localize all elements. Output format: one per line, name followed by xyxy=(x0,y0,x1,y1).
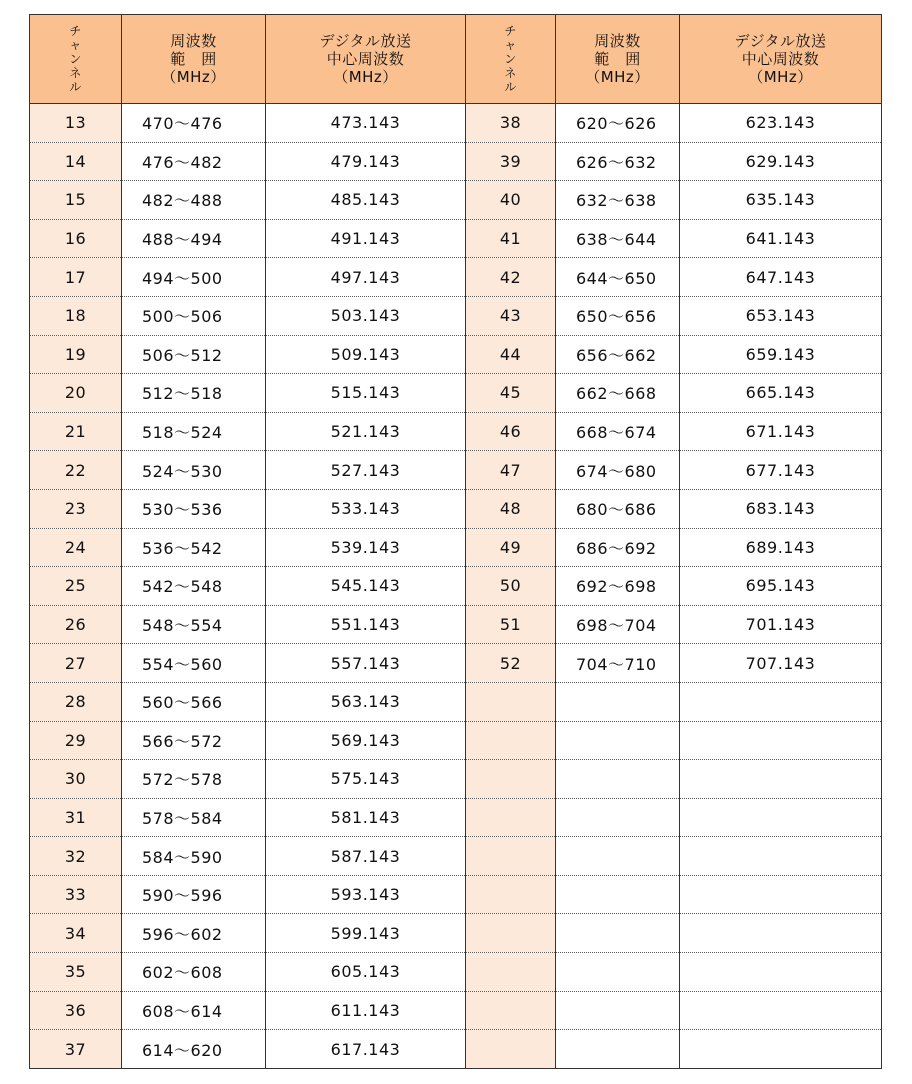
table-row xyxy=(30,875,882,914)
channel-cell-right: 43 xyxy=(466,296,556,335)
channel-cell-left: 16 xyxy=(30,219,122,258)
range-cell-right: 620〜626 xyxy=(556,104,680,143)
center-cell-left: 509.143 xyxy=(266,335,466,374)
range-cell-left: 500〜506 xyxy=(122,296,266,335)
channel-cell-right xyxy=(466,682,556,721)
center-cell-right xyxy=(680,1030,882,1069)
range-cell-right xyxy=(556,875,680,914)
range-cell-right xyxy=(556,837,680,876)
channel-cell-left: 31 xyxy=(30,798,122,837)
range-cell-left: 614〜620 xyxy=(122,1030,266,1069)
center-cell-right: 629.143 xyxy=(680,142,882,181)
range-header-left xyxy=(122,15,266,104)
range-cell-right: 626〜632 xyxy=(556,142,680,181)
channel-cell-left: 13 xyxy=(30,104,122,143)
table-body xyxy=(30,104,882,1069)
table-row xyxy=(30,721,882,760)
table-row xyxy=(30,104,882,143)
table-row xyxy=(30,914,882,953)
range-header-line: （MHz） xyxy=(161,68,226,86)
channel-cell-right xyxy=(466,721,556,760)
table-row xyxy=(30,451,882,490)
range-cell-right: 692〜698 xyxy=(556,567,680,606)
center-header-line: 中心周波数 xyxy=(741,50,820,68)
channel-cell-right: 47 xyxy=(466,451,556,490)
range-cell-left: 470〜476 xyxy=(122,104,266,143)
channel-cell-left: 18 xyxy=(30,296,122,335)
center-cell-right: 677.143 xyxy=(680,451,882,490)
center-cell-left: 587.143 xyxy=(266,837,466,876)
channel-cell-right: 50 xyxy=(466,567,556,606)
channel-cell-left: 33 xyxy=(30,875,122,914)
table-header xyxy=(30,15,882,104)
header-row xyxy=(30,15,882,104)
center-cell-left: 485.143 xyxy=(266,181,466,220)
range-cell-right: 632〜638 xyxy=(556,181,680,220)
table-row xyxy=(30,953,882,992)
channel-cell-right xyxy=(466,837,556,876)
range-cell-left: 476〜482 xyxy=(122,142,266,181)
center-cell-right xyxy=(680,991,882,1030)
table-row xyxy=(30,181,882,220)
range-header-line: 周波数 xyxy=(170,32,217,50)
range-cell-left: 584〜590 xyxy=(122,837,266,876)
table-row xyxy=(30,412,882,451)
center-cell-left: 605.143 xyxy=(266,953,466,992)
center-cell-left: 527.143 xyxy=(266,451,466,490)
channel-cell-left: 25 xyxy=(30,567,122,606)
center-cell-right: 689.143 xyxy=(680,528,882,567)
channel-cell-left: 36 xyxy=(30,991,122,1030)
channel-cell-left: 17 xyxy=(30,258,122,297)
channel-header-char: ル xyxy=(504,80,517,94)
table-row xyxy=(30,335,882,374)
range-cell-right: 656〜662 xyxy=(556,335,680,374)
range-cell-left: 512〜518 xyxy=(122,374,266,413)
range-cell-right xyxy=(556,760,680,799)
channel-cell-left: 15 xyxy=(30,181,122,220)
channel-cell-right: 48 xyxy=(466,489,556,528)
table-row xyxy=(30,296,882,335)
center-cell-right xyxy=(680,914,882,953)
channel-header-right xyxy=(466,15,556,104)
range-cell-right: 674〜680 xyxy=(556,451,680,490)
center-cell-right: 695.143 xyxy=(680,567,882,606)
channel-cell-right: 42 xyxy=(466,258,556,297)
center-cell-right xyxy=(680,953,882,992)
table-row xyxy=(30,837,882,876)
channel-cell-left: 34 xyxy=(30,914,122,953)
channel-cell-right xyxy=(466,760,556,799)
range-cell-left: 578〜584 xyxy=(122,798,266,837)
range-cell-right: 704〜710 xyxy=(556,644,680,683)
center-cell-left: 503.143 xyxy=(266,296,466,335)
range-cell-left: 560〜566 xyxy=(122,682,266,721)
center-cell-right xyxy=(680,682,882,721)
channel-cell-right: 44 xyxy=(466,335,556,374)
channel-cell-left: 35 xyxy=(30,953,122,992)
center-cell-left: 581.143 xyxy=(266,798,466,837)
center-header-line: （MHz） xyxy=(748,68,813,86)
channel-cell-left: 26 xyxy=(30,605,122,644)
range-cell-right: 668〜674 xyxy=(556,412,680,451)
channel-header-char: ネ xyxy=(504,66,517,80)
range-cell-right xyxy=(556,914,680,953)
channel-cell-left: 29 xyxy=(30,721,122,760)
channel-header-left xyxy=(30,15,122,104)
channel-cell-right xyxy=(466,914,556,953)
center-cell-right: 659.143 xyxy=(680,335,882,374)
channel-cell-left: 24 xyxy=(30,528,122,567)
channel-cell-left: 30 xyxy=(30,760,122,799)
center-header-right xyxy=(680,15,882,104)
channel-cell-right: 40 xyxy=(466,181,556,220)
center-header-line: デジタル放送 xyxy=(734,32,827,50)
center-cell-right xyxy=(680,798,882,837)
range-cell-right: 644〜650 xyxy=(556,258,680,297)
channel-cell-right: 46 xyxy=(466,412,556,451)
channel-cell-left: 32 xyxy=(30,837,122,876)
center-cell-left: 491.143 xyxy=(266,219,466,258)
range-cell-right: 662〜668 xyxy=(556,374,680,413)
center-cell-left: 497.143 xyxy=(266,258,466,297)
channel-cell-left: 27 xyxy=(30,644,122,683)
channel-cell-right: 49 xyxy=(466,528,556,567)
channel-header-char: チ xyxy=(504,24,517,38)
center-cell-right: 623.143 xyxy=(680,104,882,143)
range-cell-left: 566〜572 xyxy=(122,721,266,760)
center-cell-left: 557.143 xyxy=(266,644,466,683)
range-cell-left: 602〜608 xyxy=(122,953,266,992)
table-row xyxy=(30,489,882,528)
table-row xyxy=(30,605,882,644)
range-cell-left: 518〜524 xyxy=(122,412,266,451)
center-cell-left: 593.143 xyxy=(266,875,466,914)
table-row xyxy=(30,644,882,683)
channel-cell-right: 41 xyxy=(466,219,556,258)
range-cell-right: 650〜656 xyxy=(556,296,680,335)
channel-cell-left: 21 xyxy=(30,412,122,451)
center-cell-right xyxy=(680,721,882,760)
range-cell-right: 698〜704 xyxy=(556,605,680,644)
channel-header-char: チ xyxy=(69,24,82,38)
table-row xyxy=(30,798,882,837)
center-cell-left: 473.143 xyxy=(266,104,466,143)
channel-cell-left: 20 xyxy=(30,374,122,413)
range-cell-right xyxy=(556,1030,680,1069)
center-header-left xyxy=(266,15,466,104)
range-cell-left: 548〜554 xyxy=(122,605,266,644)
table-row xyxy=(30,1030,882,1069)
channel-cell-right: 52 xyxy=(466,644,556,683)
center-cell-right: 641.143 xyxy=(680,219,882,258)
range-cell-right xyxy=(556,798,680,837)
channel-cell-left: 22 xyxy=(30,451,122,490)
table-row xyxy=(30,258,882,297)
center-cell-left: 569.143 xyxy=(266,721,466,760)
center-cell-right xyxy=(680,760,882,799)
range-cell-left: 530〜536 xyxy=(122,489,266,528)
table-row xyxy=(30,760,882,799)
range-cell-right xyxy=(556,721,680,760)
range-cell-right xyxy=(556,682,680,721)
frequency-table xyxy=(29,14,882,1069)
table-row xyxy=(30,374,882,413)
channel-header-char: ン xyxy=(69,52,82,66)
center-cell-right: 671.143 xyxy=(680,412,882,451)
range-header-line: （MHz） xyxy=(585,68,650,86)
range-header-right xyxy=(556,15,680,104)
center-cell-right: 647.143 xyxy=(680,258,882,297)
table-row xyxy=(30,567,882,606)
range-cell-left: 488〜494 xyxy=(122,219,266,258)
channel-cell-left: 14 xyxy=(30,142,122,181)
center-cell-right xyxy=(680,875,882,914)
channel-cell-right xyxy=(466,1030,556,1069)
channel-header-char: ャ xyxy=(504,38,517,52)
center-cell-left: 515.143 xyxy=(266,374,466,413)
channel-cell-left: 37 xyxy=(30,1030,122,1069)
range-cell-left: 494〜500 xyxy=(122,258,266,297)
range-cell-left: 608〜614 xyxy=(122,991,266,1030)
channel-cell-left: 23 xyxy=(30,489,122,528)
table-row xyxy=(30,682,882,721)
channel-header-char: ャ xyxy=(69,38,82,52)
range-cell-right: 638〜644 xyxy=(556,219,680,258)
range-cell-left: 524〜530 xyxy=(122,451,266,490)
channel-cell-right: 38 xyxy=(466,104,556,143)
range-cell-left: 596〜602 xyxy=(122,914,266,953)
range-cell-left: 554〜560 xyxy=(122,644,266,683)
center-header-line: （MHz） xyxy=(333,68,398,86)
range-cell-left: 590〜596 xyxy=(122,875,266,914)
range-cell-right xyxy=(556,953,680,992)
channel-cell-right: 39 xyxy=(466,142,556,181)
channel-cell-left: 19 xyxy=(30,335,122,374)
channel-cell-right xyxy=(466,953,556,992)
center-cell-left: 521.143 xyxy=(266,412,466,451)
center-cell-left: 533.143 xyxy=(266,489,466,528)
channel-cell-right: 45 xyxy=(466,374,556,413)
center-cell-right: 683.143 xyxy=(680,489,882,528)
table-row xyxy=(30,219,882,258)
center-cell-left: 617.143 xyxy=(266,1030,466,1069)
channel-header-char: ネ xyxy=(69,66,82,80)
channel-cell-right: 51 xyxy=(466,605,556,644)
range-cell-left: 542〜548 xyxy=(122,567,266,606)
center-cell-right: 701.143 xyxy=(680,605,882,644)
range-cell-right: 686〜692 xyxy=(556,528,680,567)
center-cell-right: 665.143 xyxy=(680,374,882,413)
range-header-line: 周波数 xyxy=(594,32,641,50)
table-row xyxy=(30,142,882,181)
range-cell-left: 536〜542 xyxy=(122,528,266,567)
center-cell-left: 575.143 xyxy=(266,760,466,799)
channel-header-char: ル xyxy=(69,80,82,94)
center-cell-right xyxy=(680,837,882,876)
range-header-line: 範 囲 xyxy=(170,50,217,68)
channel-cell-right xyxy=(466,798,556,837)
range-cell-right: 680〜686 xyxy=(556,489,680,528)
channel-cell-right xyxy=(466,991,556,1030)
center-cell-left: 539.143 xyxy=(266,528,466,567)
center-cell-left: 479.143 xyxy=(266,142,466,181)
channel-header-char: ン xyxy=(504,52,517,66)
center-cell-right: 635.143 xyxy=(680,181,882,220)
table-row xyxy=(30,991,882,1030)
center-cell-right: 653.143 xyxy=(680,296,882,335)
range-header-line: 範 囲 xyxy=(594,50,641,68)
range-cell-left: 506〜512 xyxy=(122,335,266,374)
center-cell-left: 551.143 xyxy=(266,605,466,644)
center-header-line: 中心周波数 xyxy=(326,50,405,68)
channel-cell-left: 28 xyxy=(30,682,122,721)
channel-cell-right xyxy=(466,875,556,914)
range-cell-left: 482〜488 xyxy=(122,181,266,220)
center-cell-left: 563.143 xyxy=(266,682,466,721)
center-cell-left: 545.143 xyxy=(266,567,466,606)
center-header-line: デジタル放送 xyxy=(319,32,412,50)
range-cell-left: 572〜578 xyxy=(122,760,266,799)
center-cell-left: 599.143 xyxy=(266,914,466,953)
table-row xyxy=(30,528,882,567)
center-cell-right: 707.143 xyxy=(680,644,882,683)
center-cell-left: 611.143 xyxy=(266,991,466,1030)
range-cell-right xyxy=(556,991,680,1030)
